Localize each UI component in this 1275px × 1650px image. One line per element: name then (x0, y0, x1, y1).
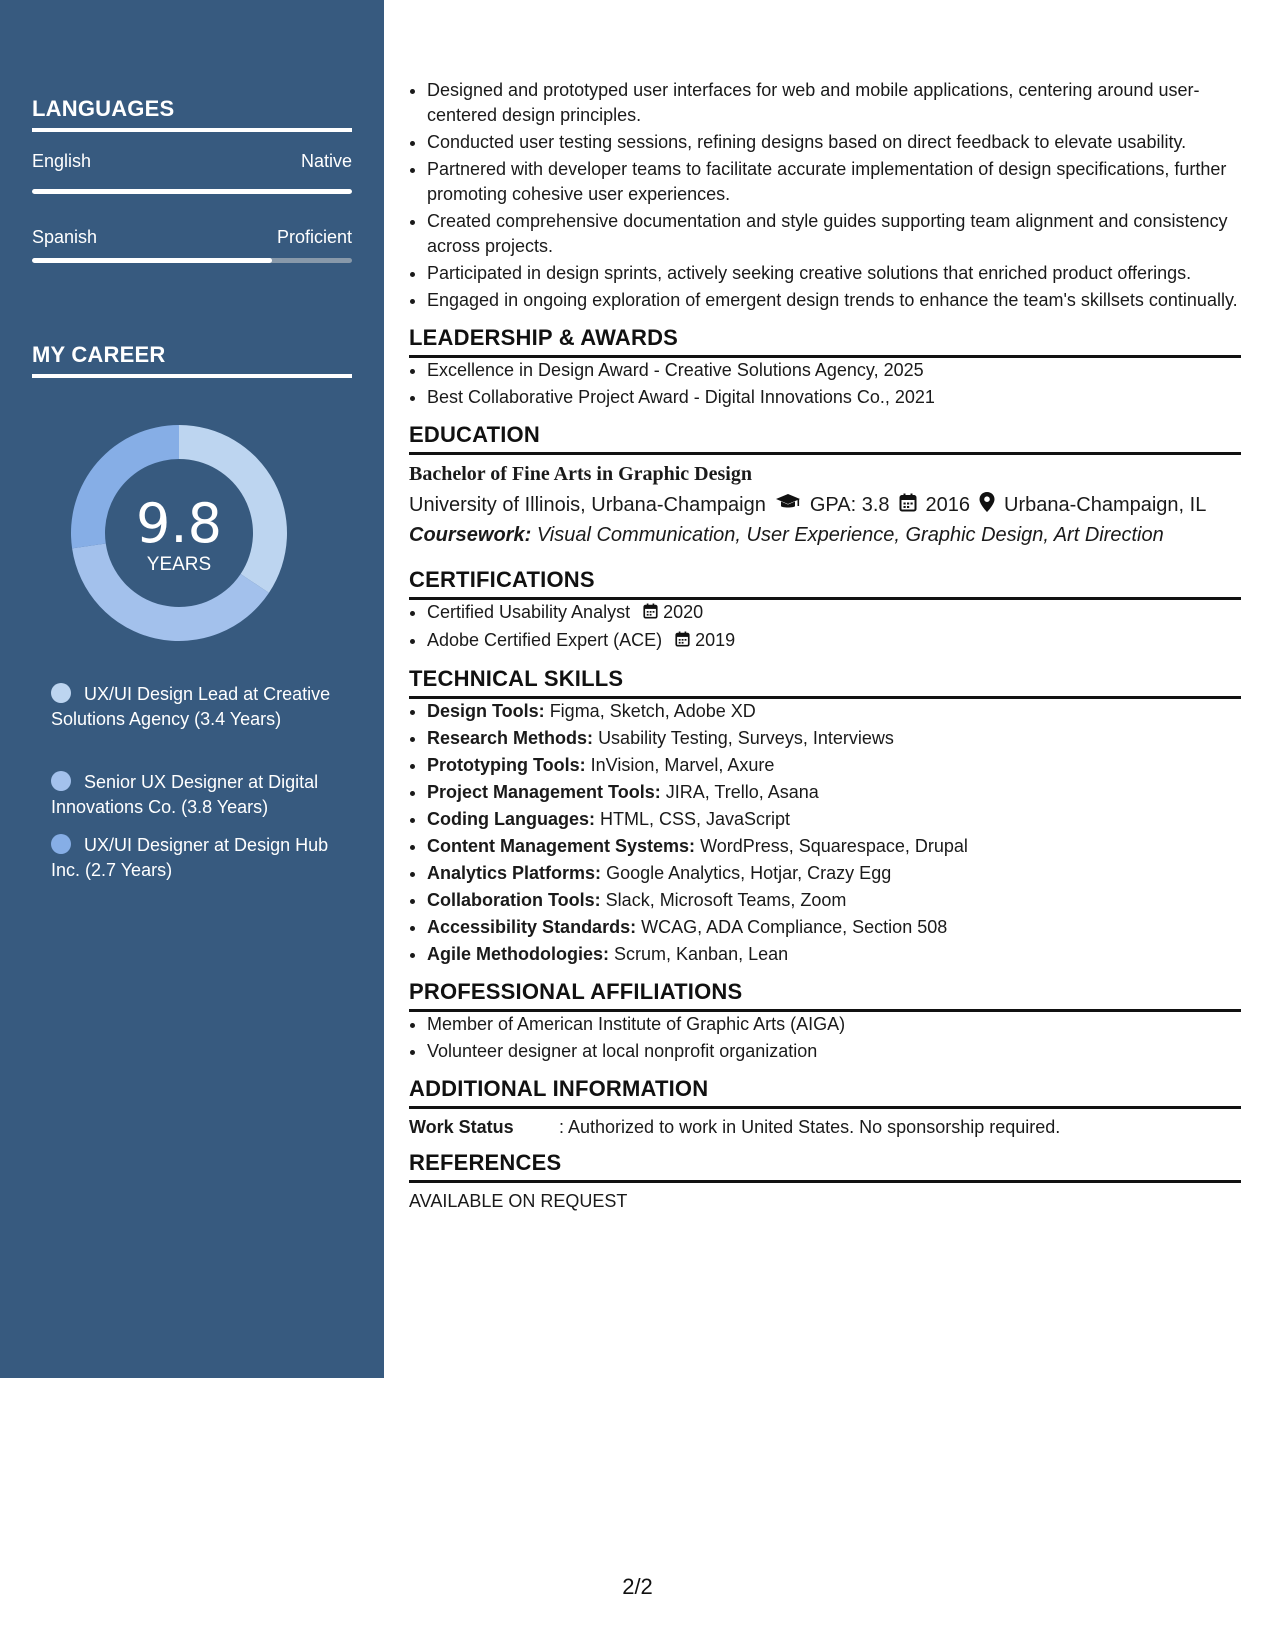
coursework-line (409, 524, 1241, 547)
skill-label: Design Tools: (427, 700, 545, 721)
language-bar-fill (32, 189, 352, 194)
calendar-icon (643, 601, 658, 626)
education-details (409, 492, 1241, 518)
page-number: 2/2 (622, 1574, 653, 1599)
skill-label: Coding Languages: (427, 808, 595, 829)
certification-year: 2020 (663, 602, 704, 622)
main-content (409, 78, 1241, 1212)
additional-info-heading: ADDITIONAL INFORMATION (409, 1076, 1241, 1109)
skill-item (427, 807, 1241, 832)
list-item: • Member of American Institute of Graphic Arts (AIGA) (427, 1012, 1241, 1037)
skill-value: WordPress, Squarespace, Drupal (700, 835, 968, 856)
skill-value: WCAG, ADA Compliance, Section 508 (641, 916, 948, 937)
certifications-list (409, 600, 1241, 654)
skills-list (409, 699, 1241, 967)
skill-value: HTML, CSS, JavaScript (600, 808, 791, 829)
skill-item (427, 861, 1241, 886)
skill-value: Google Analytics, Hotjar, Crazy Egg (606, 862, 892, 883)
list-item: • Designed and prototyped user interfaces for web and mobile applications, centering around user-centered design principles. (427, 78, 1241, 128)
certifications-heading: CERTIFICATIONS (409, 567, 1241, 600)
education-heading: EDUCATION (409, 422, 1241, 455)
calendar-icon (899, 493, 917, 518)
skill-item (427, 753, 1241, 778)
skill-item (427, 726, 1241, 751)
work-status-label: Work Status (409, 1116, 514, 1137)
skill-item (427, 888, 1241, 913)
school-name: University of Illinois, Urbana-Champaign (409, 493, 766, 516)
career-heading: MY CAREER (32, 342, 352, 378)
skill-value: JIRA, Trello, Asana (665, 781, 819, 802)
skills-heading: TECHNICAL SKILLS (409, 666, 1241, 699)
language-level: Proficient (276, 227, 352, 247)
languages-heading: LANGUAGES (32, 96, 352, 132)
degree-title: Bachelor of Fine Arts in Graphic Design (409, 463, 752, 485)
skill-label: Collaboration Tools: (427, 889, 601, 910)
career-item-label: UX/UI Design Lead at Creative Solutions Agency (3.4 Years) (51, 684, 331, 729)
skill-item (427, 942, 1241, 967)
career-years-unit: YEARS (146, 554, 212, 575)
skill-label: Prototyping Tools: (427, 754, 586, 775)
work-status-value: : Authorized to work in United States. No sponsorship required. (559, 1116, 1061, 1137)
career-color-dot (51, 683, 71, 703)
career-item-label: Senior UX Designer at Digital Innovations Co. (3.8 Years) (51, 772, 319, 817)
skill-value: Slack, Microsoft Teams, Zoom (605, 889, 847, 910)
skill-item (427, 915, 1241, 940)
certification-year: 2019 (695, 629, 736, 650)
career-total-years: 9.8 (136, 492, 222, 555)
certification-name: Certified Usability Analyst (427, 602, 631, 622)
skill-value: Usability Testing, Surveys, Interviews (598, 727, 894, 748)
gpa-value: GPA: 3.8 (809, 493, 890, 516)
leadership-list (409, 358, 1241, 410)
language-row-spanish (32, 227, 352, 248)
career-item-label: UX/UI Designer at Design Hub Inc. (2.7 Years) (51, 835, 329, 880)
list-item: • Excellence in Design Award - Creative Solutions Agency, 2025 (427, 358, 1241, 383)
references-text: AVAILABLE ON REQUEST (409, 1190, 628, 1211)
skill-label: Accessibility Standards: (427, 916, 637, 937)
skill-item (427, 834, 1241, 859)
skill-label: Research Methods: (427, 727, 594, 748)
graduation-cap-icon (775, 493, 801, 517)
list-item: • Conducted user testing sessions, refining designs based on direct feedback to elevate usability. (427, 130, 1241, 155)
references-heading: REFERENCES (409, 1150, 1241, 1183)
list-item: • Participated in design sprints, actively seeking creative solutions that enriched product offerings. (427, 261, 1241, 286)
language-name: Spanish (32, 227, 98, 247)
language-row-english (32, 151, 352, 172)
affiliations-list (409, 1012, 1241, 1064)
coursework-label: Coursework: (409, 524, 532, 546)
career-item (51, 770, 331, 819)
coursework-text: Visual Communication, User Experience, Graphic Design, Art Direction (536, 524, 1164, 546)
list-item: • Created comprehensive documentation and style guides supporting team alignment and consistency across projects. (427, 209, 1241, 259)
list-item (427, 628, 1241, 654)
list-item: • Volunteer designer at local nonprofit organization (427, 1039, 1241, 1064)
map-pin-icon (979, 492, 995, 518)
career-donut-chart (66, 420, 292, 646)
career-item (51, 682, 331, 731)
affiliations-heading: PROFESSIONAL AFFILIATIONS (409, 979, 1241, 1012)
calendar-icon (675, 629, 690, 654)
skill-value: InVision, Marvel, Axure (590, 754, 775, 775)
skill-label: Agile Methodologies: (427, 943, 609, 964)
skill-label: Content Management Systems: (427, 835, 696, 856)
career-color-dot (51, 771, 71, 791)
education-location: Urbana-Champaign, IL (1004, 493, 1207, 516)
skill-value: Scrum, Kanban, Lean (614, 943, 789, 964)
work-status-row (409, 1117, 1241, 1138)
language-bar-english (32, 189, 352, 194)
certification-name: Adobe Certified Expert (ACE) (427, 629, 663, 650)
skill-item (427, 699, 1241, 724)
skill-label: Project Management Tools: (427, 781, 661, 802)
skill-label: Analytics Platforms: (427, 862, 602, 883)
experience-bullets (409, 78, 1241, 313)
language-bar-fill (32, 258, 272, 263)
career-color-dot (51, 834, 71, 854)
sidebar (0, 0, 384, 1378)
career-item (51, 833, 331, 882)
education-entry (409, 463, 1241, 547)
language-level: Native (300, 151, 352, 171)
skill-value: Figma, Sketch, Adobe XD (549, 700, 756, 721)
skill-item (427, 780, 1241, 805)
list-item: • Best Collaborative Project Award - Digital Innovations Co., 2021 (427, 385, 1241, 410)
language-name: English (32, 151, 92, 171)
language-bar-spanish (32, 258, 352, 263)
list-item: • Engaged in ongoing exploration of emergent design trends to enhance the team's skillsets continually. (427, 288, 1241, 313)
list-item (427, 600, 1241, 626)
leadership-heading: LEADERSHIP & AWARDS (409, 325, 1241, 358)
graduation-year: 2016 (925, 493, 970, 516)
list-item: • Partnered with developer teams to facilitate accurate implementation of design specifications, further promoting cohesive user experiences. (427, 157, 1241, 207)
